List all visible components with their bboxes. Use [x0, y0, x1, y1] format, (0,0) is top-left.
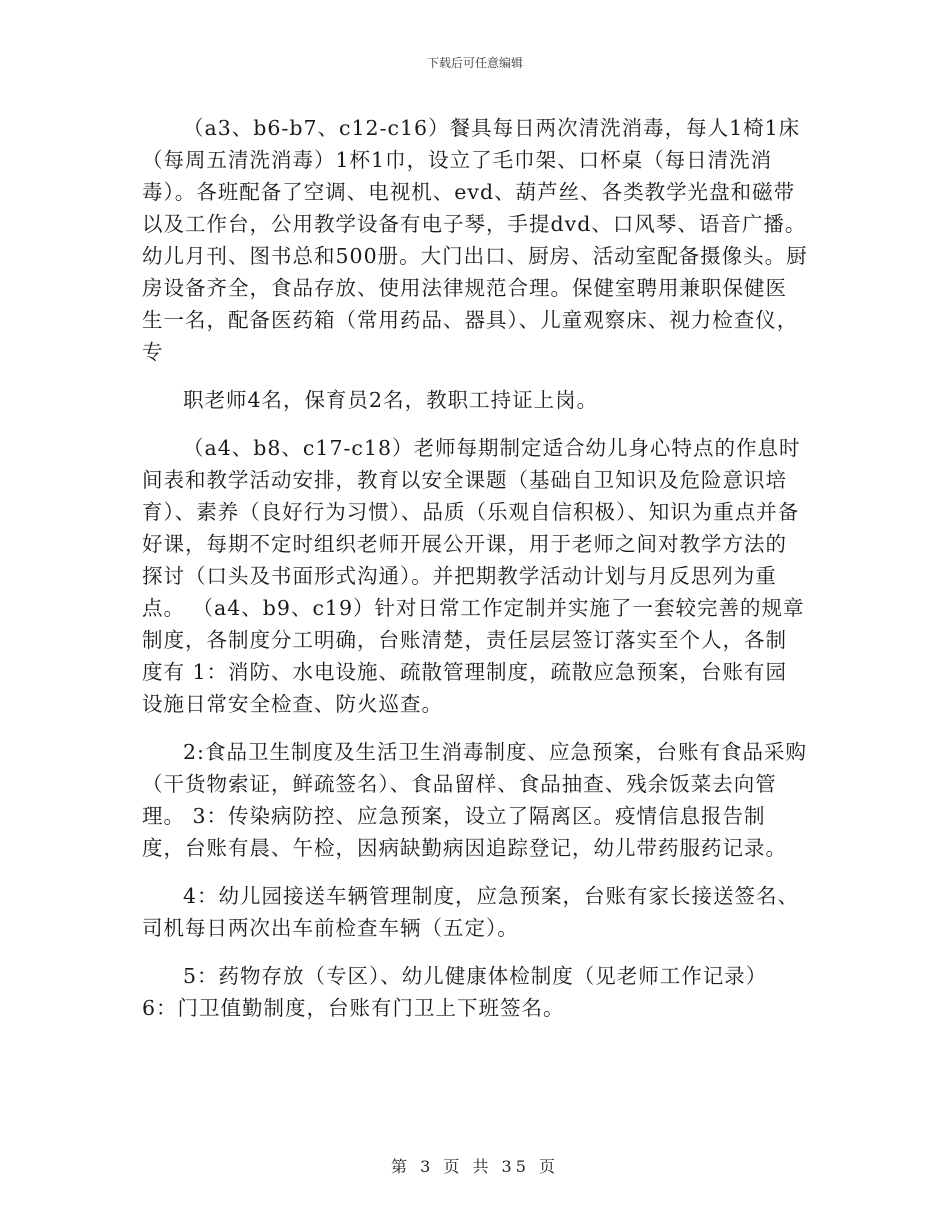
paragraph-vehicle: 4：幼儿园接送车辆管理制度，应急预案，台账有家长接送签名、司机每日两次出车前检查车辆（五定）。 [142, 884, 800, 940]
page-number-footer: 第 3 页 共 35 页 [391, 1157, 559, 1176]
document-body [142, 112, 808, 1024]
paragraph-equipment: （a3、b6-b7、c12-c16）餐具每日两次清洗消毒，每人1椅1床（每周五清洗消毒）1杯1巾，设立了毛巾架、口杯桌（每日清洗消毒）。各班配备了空调、电视机、evd、葫芦丝、各类教学光盘和磁带以及工作台，公用教学设备有电子琴，手提dvd、口风琴、语音广播。幼儿月刊、图书总和500册。大门出口、厨房、活动室配备摄像头。厨房设备齐全，食品存放、使用法律规范合理。保健室聘用兼职保健医生一名，配备医药箱（常用药品、器具）、儿童观察床、视力检查仪，专 [142, 116, 808, 364]
paragraph-teaching-and-rules: （a4、b8、c17-c18）老师每期制定适合幼儿身心特点的作息时间表和教学活动安排，教育以安全课题（基础自卫知识及危险意识培育）、素养（良好行为习惯）、品质（乐观自信积极）、知识为重点并备好课，每期不定时组织老师开展公开课，用于老师之间对教学方法的探讨（口头及书面形式沟通）。并把期教学活动计划与月反思列为重点。 （a4、b9、c19）针对日常工作定制并实施了一套较完善的规章制度，各制度分工明确，台账清楚，责任层层签订落实至个人，各制度有 1：消防、水电设施、疏散管理制度，疏散应急预案，台账有园设施日常安全检查、防火巡查。 [142, 436, 805, 716]
paragraph-medicine-guard: 5：药物存放（专区）、幼儿健康体检制度（见老师工作记录） 6：门卫值勤制度，台账有门卫上下班签名。 [142, 964, 768, 1020]
page-header-note: 下载后可任意编辑 [426, 56, 523, 70]
paragraph-food-hygiene: 2:食品卫生制度及生活卫生消毒制度、应急预案，台账有食品采购（干货物索证，鲜疏签名）、食品留样、食品抽查、残余饭菜去向管理。 3：传染病防控、应急预案，设立了隔离区。疫情信息报告制度，台账有晨、午检，因病缺勤病因追踪登记，幼儿带药服药记录。 [142, 740, 807, 860]
paragraph-staff: 职老师4名，保育员2名，教职工持证上岗。 [183, 388, 599, 412]
